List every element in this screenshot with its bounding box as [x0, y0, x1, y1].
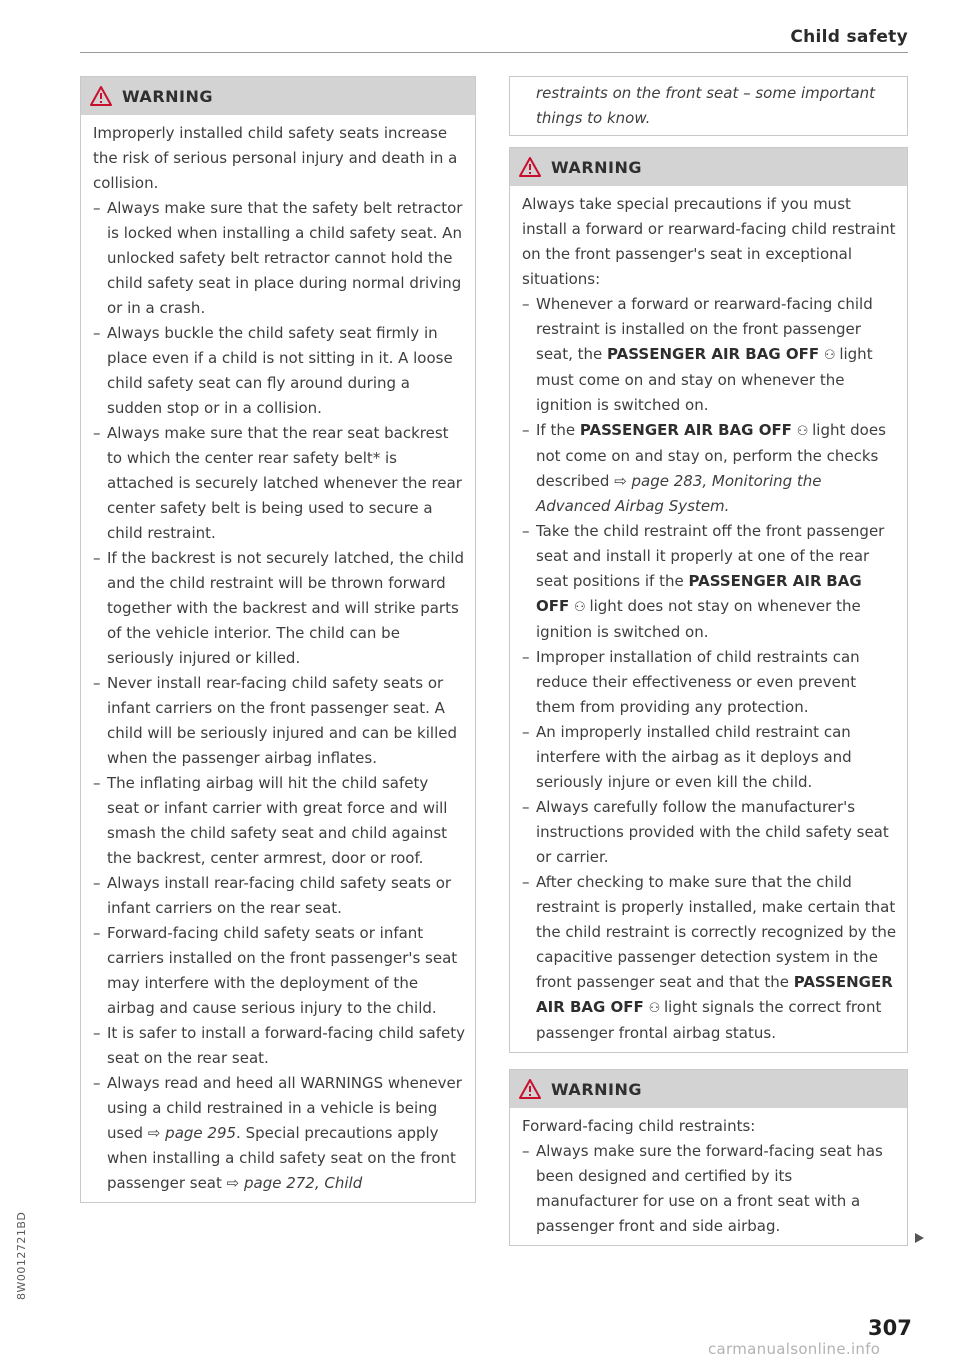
page-reference-link[interactable]: ⇨ page 295	[147, 1124, 237, 1142]
bold-label: BAG OFF	[536, 572, 862, 615]
passenger-airbag-off-icon: ⚇	[648, 1001, 660, 1016]
list-item: – Never install rear-facing child safety seats or infant carriers on the front passenger seat. A child will be seriously injured and can be killed when the passenger airbag inflates.	[93, 671, 465, 771]
list-item: – Forward-facing child safety seats or infant carriers installed on the front passenger's seat may interfere with the deployment of the airbag and cause serious injury to the child.	[93, 921, 465, 1021]
warning-intro: Forward-facing child restraints:	[522, 1117, 756, 1135]
warning-list	[93, 196, 465, 1196]
warning-triangle-icon	[519, 1079, 541, 1099]
warning-list	[522, 292, 897, 1046]
item-text: light signals the correct front passenger frontal airbag status.	[536, 998, 882, 1042]
warning-box-right-1	[509, 147, 908, 1053]
header-rule	[80, 52, 908, 53]
item-text: light does not stay on whenever the ignition is switched on.	[536, 597, 861, 641]
right-column	[509, 76, 908, 1246]
list-item: – An improperly installed child restraint can interfere with the airbag as it deploys and seriously injure or even kill the child.	[522, 720, 897, 795]
list-item	[522, 418, 897, 519]
item-text: Take the child restraint off the front passenger seat and install it properly at one of the rear seat positions if the	[536, 522, 885, 590]
warning-title: WARNING	[122, 86, 213, 106]
passenger-airbag-off-icon: ⚇	[796, 424, 808, 439]
continue-arrow-icon	[913, 1232, 925, 1244]
list-item	[93, 1071, 465, 1196]
list-item: – It is safer to install a forward-facing child safety seat on the rear seat.	[93, 1021, 465, 1071]
item-text: light does not come on and stay on, perform the checks described	[536, 421, 886, 490]
passenger-airbag-off-icon: ⚇	[574, 600, 585, 615]
passenger-airbag-off-icon: ⚇	[823, 348, 835, 363]
list-item: – The inflating airbag will hit the child safety seat or infant carrier with great force and will smash the child safety seat and child against the backrest, center armrest, door or roof.	[93, 771, 465, 871]
warning-box-left	[80, 76, 476, 1203]
list-item: – Always carefully follow the manufacturer's instructions provided with the child safety seat or carrier.	[522, 795, 897, 870]
bold-label: PASSENGER AIR BAG OFF	[579, 421, 792, 439]
warning-intro: Always take special precautions if you must install a forward or rearward-facing child restraint on the front passenger's seat in exceptional situations:	[522, 195, 896, 288]
item-text: light must come on and stay on whenever the ignition is switched on.	[536, 345, 873, 414]
page-reference-link[interactable]: ⇨ page 272, Child	[226, 1174, 363, 1192]
warning-triangle-icon	[90, 86, 112, 106]
document-code: 8W0012721BD	[15, 1211, 28, 1300]
list-item: – Always make sure that the safety belt retractor is locked when installing a child safety seat. An unlocked safety belt retractor cannot hold the child safety seat in place during normal driving or in a crash.	[93, 196, 465, 321]
warning-header	[510, 148, 907, 186]
list-item: – Improper installation of child restraints can reduce their effectiveness or even prevent them from providing any protection.	[522, 645, 897, 720]
item-text: Whenever a forward or rearward-facing child restraint is installed on the front passenger seat, the	[536, 295, 873, 363]
continuation-box	[509, 76, 908, 136]
warning-body	[510, 186, 907, 1052]
warning-header	[81, 77, 475, 115]
item-text: Always read and heed all WARNINGS whenever using a child restrained in a vehicle is being used	[107, 1074, 462, 1142]
item-text: If the	[536, 421, 580, 439]
list-item	[522, 870, 897, 1046]
left-column	[80, 76, 476, 1203]
list-item: – Always make sure the forward-facing seat has been designed and certified by its manufacturer for use on a front seat with a passenger front and side airbag.	[522, 1139, 897, 1239]
bold-label: PASSENGER AIR BAG OFF	[607, 345, 820, 363]
warning-title: WARNING	[551, 157, 642, 177]
warning-title: WARNING	[551, 1079, 642, 1099]
page-number: 307	[868, 1316, 912, 1340]
page-reference-link[interactable]: ⇨ page 283, Monitoring the Advanced Airbag System.	[536, 472, 822, 515]
continuation-text: restraints on the front seat – some important things to know.	[536, 84, 876, 127]
list-item: – If the backrest is not securely latched, the child and the child restraint will be thrown forward together with the backrest and will strike parts of the vehicle interior. The child can be seriously injured or killed.	[93, 546, 465, 671]
list-item: – Always install rear-facing child safety seats or infant carriers on the rear seat.	[93, 871, 465, 921]
bold-label: PASSENGER AIR BAG OFF	[536, 973, 893, 1016]
list-item: – Always make sure that the rear seat backrest to which the center rear safety belt* is attached is securely latched whenever the rear center safety belt is being used to secure a child restraint.	[93, 421, 465, 546]
list-item	[522, 519, 897, 645]
warning-box-right-2	[509, 1069, 908, 1246]
item-text: After checking to make sure that the child restraint is properly installed, make certain that the child restraint is correctly recognized by the capacitive passenger detection system in the front passenger seat and that the	[536, 873, 897, 991]
list-item	[522, 292, 897, 418]
warning-triangle-icon	[519, 157, 541, 177]
watermark: carmanualsonline.info	[708, 1340, 881, 1358]
warning-list	[522, 1139, 897, 1239]
warning-body	[81, 115, 475, 1202]
list-item: – Always buckle the child safety seat firmly in place even if a child is not sitting in it. A loose child safety seat can fly around during a sudden stop or in a collision.	[93, 321, 465, 421]
item-text: . Special precautions apply when installing a child safety seat on the front passenger seat	[107, 1124, 456, 1192]
bold-label: PASSENGER AIR	[688, 572, 822, 590]
section-title: Child safety	[790, 27, 908, 47]
warning-body	[510, 1108, 907, 1245]
warning-header	[510, 1070, 907, 1108]
warning-intro: Improperly installed child safety seats increase the risk of serious personal injury and death in a collision.	[93, 124, 458, 192]
